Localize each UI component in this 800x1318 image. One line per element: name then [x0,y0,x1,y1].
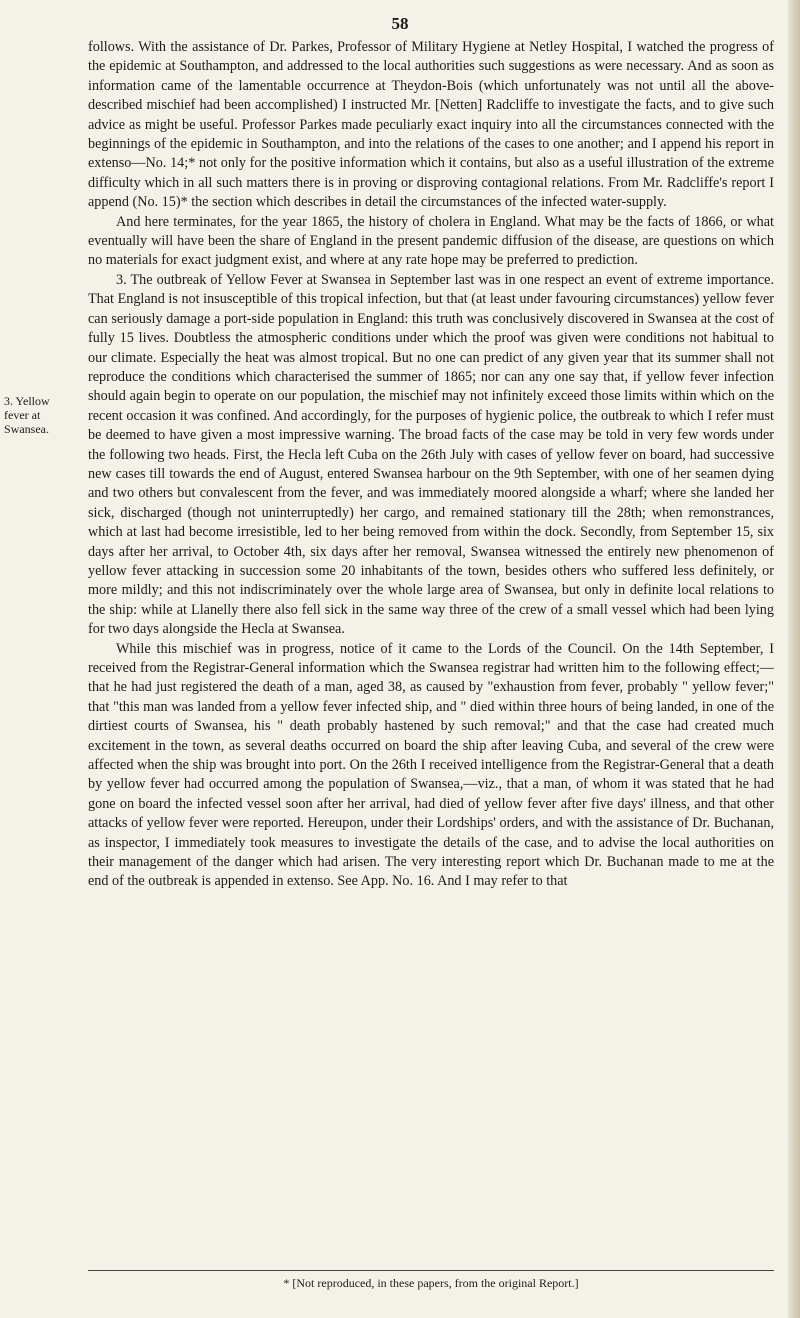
paragraph: 3. The outbreak of Yellow Fever at Swansea in September last was in one respect an event of extreme importance. That England is not insusceptible of this tropical infection, but that (at least under favouring circumstances) yellow fever can seriously damage a port-side population in England: this truth was conclusively discovered in Swansea at the cost of fully 15 lives. Doubtless the atmospheric conditions under which the proof was given were conditions not habitual to our climate. Especially the heat was almost tropical. But no one can predict of any given year that its summer shall not reproduce the conditions which characterised the summer of 1865; nor can any one say that, if yellow fever infection should again begin to operate on our population, the mischief may not infinitely exceed those limits within which on the recent occasion it was confined. And accordingly, for the purposes of hygienic police, the outbreak to which I refer must be deemed to have given a most impressive warning. The broad facts of the case may be told in very few words under the following two heads. First, the Hecla left Cuba on the 26th July with cases of yellow fever on board, had successive new cases till towards the end of August, entered Swansea harbour on the 9th September, with one of her seamen dying and two others but convalescent from the fever, and was immediately moored alongside a wharf; where she landed her sick, discharged (though not uninterruptedly) her cargo, and remained stationary till the 28th; when remonstrances, which at last had become irresistible, led to her being removed from within the dock. Secondly, from September 15, six days after her arrival, to October 4th, six days after her removal, Swansea witnessed the entirely new phenomenon of yellow fever attacking in succession some 20 inhabitants of the town, besides others who suffered less definitely, or more mildly; and this not indiscriminately over the whole large area of Swansea, but only in definite local relations to the ship: while at Llanelly there also fell sick in the same way three of the crew of a small vessel which had been lying for two days alongside the Hecla at Swansea. [88,271,774,638]
paragraph: follows. With the assistance of Dr. Parkes, Professor of Military Hygiene at Netley Hospital, I watched the progress of the epidemic at Southampton, and addressed to the local authorities such suggestions as were necessary. And as soon as information came of the lamentable occurrence at Theydon-Bois (which unfortunately was not until all the above-described mischief had been accomplished) I instructed Mr. [Netten] Radcliffe to investigate the facts, and to give such advice as might be useful. Professor Parkes made peculiarly exact inquiry into all the circumstances connected with the beginnings of the epidemic in Southampton, and into the relations of the cases to one another; and I append his report in extenso—No. 14;* not only for the positive information which it contains, but also as a useful illustration of the extreme difficulty which in all such matters there is in proving or disproving contagional relations. From Mr. Radcliffe's report I append (No. 15)* the section which describes in detail the circumstances of the infected water-supply. [88,39,774,211]
page-number: 58 [391,14,409,33]
margin-note-line: 3. Yellow [4,394,50,408]
paragraph: And here terminates, for the year 1865, the history of cholera in England. What may be the facts of 1866, or what eventually will have been the share of England in the present pandemic diffusion of the disease, are questions on which no materials for exact judgment exist, and where at any rate hope may be preferred to prediction. [88,213,774,269]
margin-note [4,394,68,436]
footnote-divider [88,1270,774,1271]
page-edge [788,0,800,1318]
body-text [88,38,774,892]
margin-note-line: fever at [4,408,41,422]
margin-note-line: Swansea. [4,422,49,436]
footnote: * [Not reproduced, in these papers, from the original Report.] [283,1276,579,1290]
paragraph: While this mischief was in progress, notice of it came to the Lords of the Council. On the 14th September, I received from the Registrar-General information which the Swansea registrar had written him to the following effect;—that he had just registered the death of a man, aged 38, as caused by "exhaustion from fever, probably " yellow fever;" that "this man was landed from a yellow fever infected ship, and " died within three hours of being landed, in one of the dirtiest courts of Swansea, his " death probably hastened by such removal;" and that the case had created much excitement in the town, as several deaths occurred on board the ship after leaving Cuba, and several of the crew were affected when the ship was brought into port. On the 26th I received intelligence from the Registrar-General that a death by yellow fever had occurred among the population of Swansea,—viz., that a man, of whom it was stated that he had gone on board the infected vessel soon after her arrival, had died of yellow fever after five days' illness, and that other attacks of yellow fever were reported. Hereupon, under their Lordships' orders, and with the assistance of Dr. Buchanan, as inspector, I immediately took measures to investigate the details of the case, and to advise the local authorities on their management of the danger which had arisen. The very interesting report which Dr. Buchanan made to me at the end of the outbreak is appended in extenso. See App. No. 16. And I may refer to that [88,640,774,890]
